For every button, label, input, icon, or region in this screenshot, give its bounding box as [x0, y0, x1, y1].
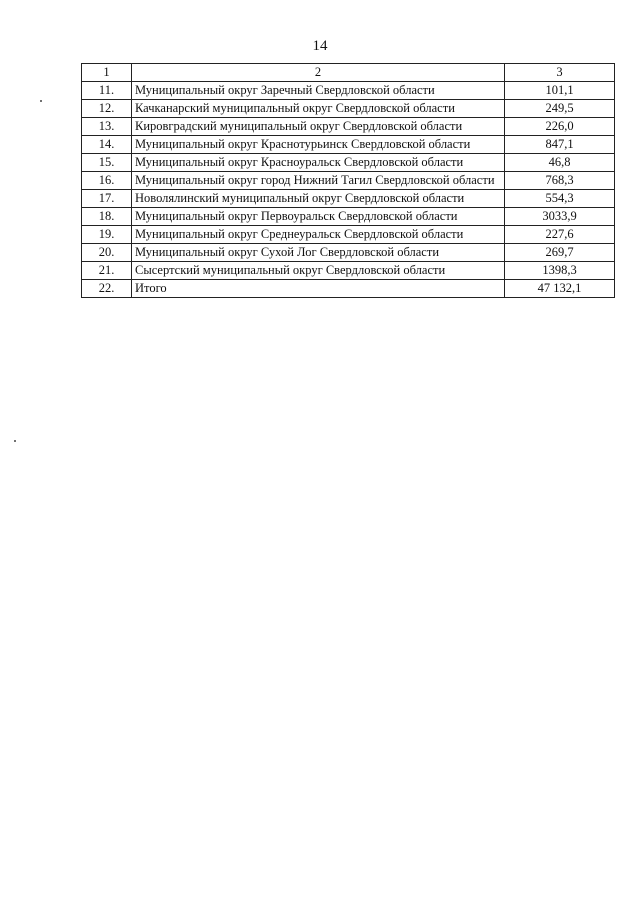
row-name: Качканарский муниципальный округ Свердловской области	[132, 100, 505, 118]
column-header-number: 1	[82, 64, 132, 82]
row-number: 12.	[82, 100, 132, 118]
row-value: 1398,3	[505, 262, 615, 280]
row-number: 21.	[82, 262, 132, 280]
row-value: 847,1	[505, 136, 615, 154]
row-name: Кировградский муниципальный округ Свердловской области	[132, 118, 505, 136]
row-number: 19.	[82, 226, 132, 244]
row-value: 101,1	[505, 82, 615, 100]
row-name: Муниципальный округ Сухой Лог Свердловской области	[132, 244, 505, 262]
row-number: 20.	[82, 244, 132, 262]
table-row-total	[82, 280, 615, 298]
row-value: 554,3	[505, 190, 615, 208]
column-header-name: 2	[132, 64, 505, 82]
row-value: 269,7	[505, 244, 615, 262]
row-name: Итого	[132, 280, 505, 298]
row-value: 47 132,1	[505, 280, 615, 298]
page-number: 14	[312, 38, 328, 54]
scan-speck	[40, 100, 42, 102]
column-header-value: 3	[505, 64, 615, 82]
table-row	[82, 226, 615, 244]
table-row	[82, 262, 615, 280]
table-row	[82, 118, 615, 136]
scan-speck	[14, 440, 16, 442]
row-value: 227,6	[505, 226, 615, 244]
row-name: Новолялинский муниципальный округ Свердловской области	[132, 190, 505, 208]
row-number: 13.	[82, 118, 132, 136]
row-name: Муниципальный округ город Нижний Тагил Свердловской области	[132, 172, 505, 190]
table-row	[82, 208, 615, 226]
row-value: 3033,9	[505, 208, 615, 226]
row-number: 18.	[82, 208, 132, 226]
data-table	[81, 63, 615, 298]
row-name: Муниципальный округ Краснотурьинск Свердловской области	[132, 136, 505, 154]
row-number: 16.	[82, 172, 132, 190]
table-row	[82, 136, 615, 154]
table-row	[82, 82, 615, 100]
row-value: 226,0	[505, 118, 615, 136]
row-name: Муниципальный округ Среднеуральск Свердловской области	[132, 226, 505, 244]
table-row	[82, 154, 615, 172]
row-number: 17.	[82, 190, 132, 208]
row-number: 11.	[82, 82, 132, 100]
table-row	[82, 190, 615, 208]
table-header-row	[82, 64, 615, 82]
row-value: 46,8	[505, 154, 615, 172]
row-value: 768,3	[505, 172, 615, 190]
row-value: 249,5	[505, 100, 615, 118]
row-name: Муниципальный округ Заречный Свердловской области	[132, 82, 505, 100]
table-row	[82, 172, 615, 190]
row-name: Муниципальный округ Первоуральск Свердловской области	[132, 208, 505, 226]
row-name: Сысертский муниципальный округ Свердловской области	[132, 262, 505, 280]
row-number: 15.	[82, 154, 132, 172]
row-number: 14.	[82, 136, 132, 154]
row-number: 22.	[82, 280, 132, 298]
table-row	[82, 100, 615, 118]
row-name: Муниципальный округ Красноуральск Свердловской области	[132, 154, 505, 172]
table-row	[82, 244, 615, 262]
